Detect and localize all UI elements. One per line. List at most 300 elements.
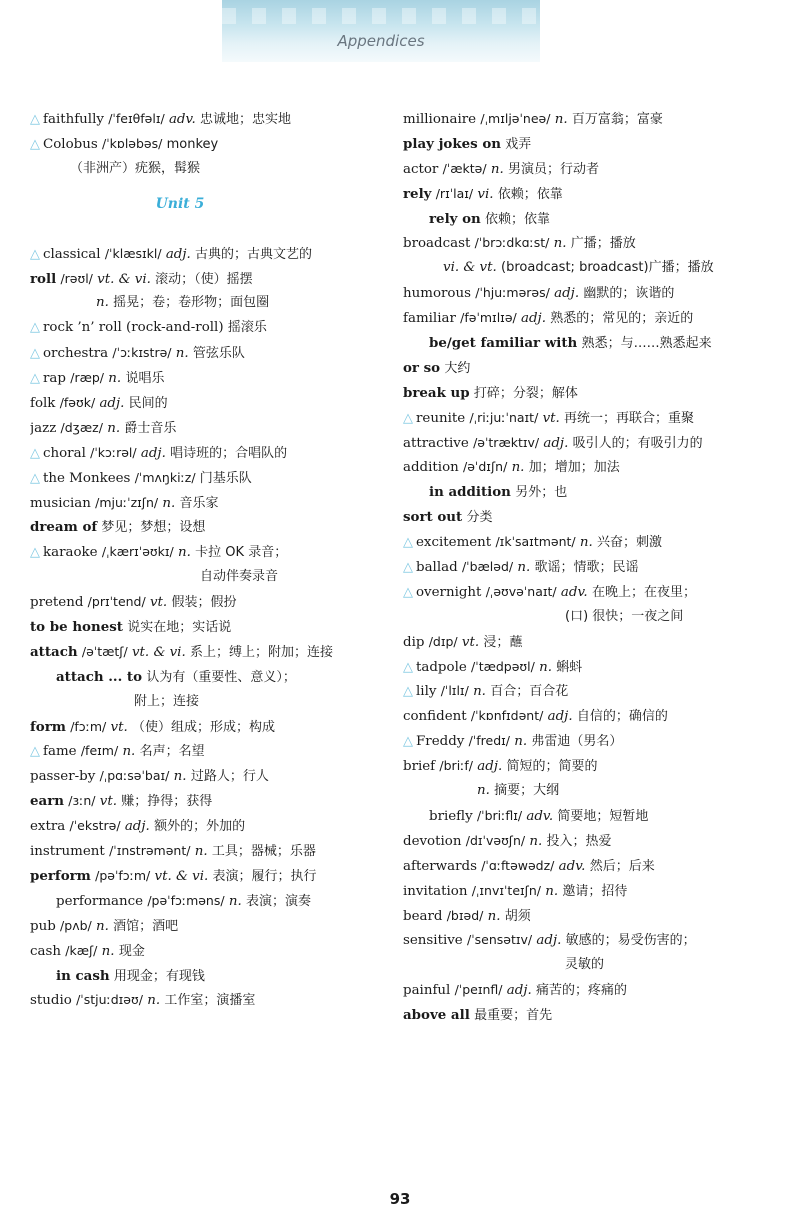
entry-definition: 表演；演奏 [246, 893, 312, 909]
entry-part-of-speech: adj. [536, 933, 562, 949]
entry-definition: 民间的 [128, 396, 168, 412]
triangle-marker-icon: △ [30, 136, 40, 152]
entry-part-of-speech: n. [490, 161, 504, 177]
entry-part-of-speech: adj. [554, 286, 580, 302]
vocab-entry [30, 157, 380, 182]
vocab-entry [30, 466, 380, 491]
entry-part-of-speech: n. [517, 560, 531, 576]
entry-definition: 在晚上；在夜里； [591, 584, 696, 600]
entry-definition: 熟悉的；常见的；亲近的 [550, 311, 694, 327]
entry-headword: above all [403, 1007, 470, 1024]
vocab-entry [403, 555, 788, 580]
entry-part-of-speech: adj. [547, 709, 573, 725]
entry-phonetic: /əˈdɪʃn/ [463, 459, 508, 475]
entry-headword: dream of [30, 519, 98, 536]
entry-headword: form [30, 718, 66, 735]
triangle-marker-icon: △ [30, 346, 40, 362]
entry-part-of-speech: n. [487, 908, 501, 924]
vocab-entry [403, 132, 788, 157]
vocab-entry [30, 515, 380, 540]
entry-part-of-speech: vt. [542, 410, 560, 426]
vocab-entry [403, 281, 788, 306]
entry-part-of-speech: vt. [149, 595, 168, 611]
entry-part-of-speech: n. [178, 545, 191, 561]
entry-definition: 爵士音乐 [124, 420, 177, 436]
entry-definition: 百万富翁；富豪 [571, 112, 663, 127]
entry-phonetic: /ˈlɪlɪ/ [440, 683, 469, 699]
entry-part-of-speech: vt. [461, 634, 480, 650]
vocab-entry [403, 480, 788, 505]
vocab-entry [403, 207, 788, 232]
entry-definition: 名声；名望 [139, 744, 205, 760]
entry-definition: 赚；挣得；获得 [121, 794, 213, 810]
entry-phonetic: /pʌb/ [60, 917, 92, 933]
entry-definition: 自动伴奏录音 [200, 569, 279, 585]
triangle-marker-icon: △ [403, 535, 413, 551]
vocab-entry [403, 729, 788, 754]
entry-headword: sensitive [403, 933, 463, 949]
vocab-entry [30, 864, 380, 889]
entry-definition: 门基乐队 [199, 470, 252, 486]
entry-definition: 吸引人的；有吸引力的 [572, 435, 703, 451]
entry-phonetic: /dʒæz/ [60, 419, 103, 435]
entry-phonetic: /briːf/ [439, 758, 473, 774]
entry-headword: choral [43, 445, 86, 461]
entry-definition: 音乐家 [179, 495, 219, 511]
vocab-entry [30, 764, 380, 789]
vocab-entry [30, 366, 380, 391]
vocab-entry [403, 605, 788, 630]
entry-phonetic: /əˈtræktɪv/ [473, 434, 540, 450]
entry-phonetic: /ˈfredɪ/ [468, 733, 510, 749]
entry-part-of-speech: adj. [165, 246, 191, 262]
entry-phonetic: /ˈstjuːdɪəʊ/ [76, 992, 143, 1008]
entry-phonetic: /ˈkɔːrəl/ [90, 444, 137, 460]
entry-headword: play jokes on [403, 135, 502, 152]
vocab-entry [403, 630, 788, 655]
entry-part-of-speech: n. [108, 371, 122, 387]
entry-headword: confident [403, 709, 467, 725]
entry-headword: sort out [403, 509, 463, 526]
vocab-entry [30, 640, 380, 665]
entry-part-of-speech: adv. [558, 858, 586, 874]
entry-part-of-speech: n. [96, 295, 109, 311]
entry-definition: 依赖；依靠 [485, 211, 551, 227]
entry-part-of-speech: vt. [99, 794, 117, 810]
entry-headword: painful [403, 983, 451, 999]
entry-phonetic: /fəʊk/ [59, 395, 96, 411]
entry-part-of-speech: vt. & vi. [131, 644, 186, 660]
entry-headword: break up [403, 384, 470, 401]
vocab-entry [403, 655, 788, 680]
vocab-entry [403, 356, 788, 381]
unit-heading: Unit 5 [155, 195, 205, 212]
entry-headword: classical [43, 246, 101, 262]
entry-definition: 广播；播放 [570, 236, 636, 252]
entry-definition: 简短的；简要的 [506, 759, 598, 775]
entry-phonetic: /əˈtætʃ/ [81, 643, 128, 659]
entry-part-of-speech: adj. [140, 445, 166, 461]
entry-definition: 胡须 [504, 908, 531, 924]
entry-headword: pretend [30, 595, 84, 611]
entry-phonetic: /ˈekstrə/ [69, 818, 121, 834]
entry-headword: faithfully [43, 112, 104, 127]
entry-part-of-speech: n. [529, 833, 543, 849]
entry-part-of-speech: n. [162, 495, 176, 511]
entry-phonetic: /dɪp/ [428, 633, 458, 649]
entry-part-of-speech: adj. [506, 983, 532, 999]
vocab-entry [30, 715, 380, 740]
entry-part-of-speech: n. [175, 346, 189, 362]
vocab-entry [30, 789, 380, 814]
entry-headword: fame [43, 744, 77, 760]
entry-definition: 梦见；梦想；设想 [101, 520, 206, 536]
entry-headword: or so [403, 359, 441, 376]
vocab-entry [30, 839, 380, 864]
entry-headword: broadcast [403, 236, 471, 252]
triangle-marker-icon: △ [403, 684, 413, 700]
entry-headword: reunite [416, 410, 466, 426]
vocab-entry [30, 814, 380, 839]
vocab-entry [30, 690, 380, 715]
entry-definition: 摘要；大纲 [494, 783, 560, 799]
entry-definition: 附上；连接 [134, 693, 200, 709]
entry-definition: 蝌蚪 [556, 659, 583, 675]
entry-headword: overnight [416, 584, 482, 600]
entry-part-of-speech: n. [147, 993, 161, 1009]
entry-phonetic: /ræp/ [70, 370, 105, 386]
entry-phonetic: /fəˈmɪlɪə/ [460, 310, 517, 326]
vocab-entry [30, 964, 380, 989]
entry-definition: 兴奋；刺激 [597, 535, 663, 551]
entry-part-of-speech: vt. & vi. [154, 868, 209, 884]
entry-headword: actor [403, 161, 439, 177]
entry-definition: 灵敏的 [565, 957, 605, 973]
triangle-marker-icon: △ [30, 246, 40, 262]
entry-part-of-speech: n. [545, 883, 559, 899]
entry-headword: tadpole [416, 659, 467, 675]
entry-definition: 百合；百合花 [490, 684, 569, 700]
entry-headword: pub [30, 918, 56, 934]
entry-definition: 歌谣；情歌；民谣 [534, 560, 639, 576]
entry-definition: 另外；也 [515, 485, 568, 501]
entry-definition: 唱诗班的；合唱队的 [170, 445, 288, 461]
entry-definition: 过路人；行人 [190, 769, 269, 785]
entry-definition: 浸；蘸 [483, 634, 523, 650]
entry-headword: briefly [429, 808, 473, 824]
vocab-entry [403, 928, 788, 953]
entry-part-of-speech: adj. [543, 435, 569, 451]
entry-part-of-speech: n. [173, 769, 187, 785]
vocab-entry [30, 391, 380, 416]
entry-phonetic: /ˈsensətɪv/ [467, 932, 533, 948]
entry-phonetic: /pəˈfɔːməns/ [147, 892, 225, 908]
entry-headword: be/get familiar with [429, 335, 578, 352]
entry-phonetic: /ˈbrɔːdkɑːst/ [474, 235, 550, 251]
entry-definition: 工具；器械；乐器 [211, 844, 316, 860]
vocab-entry [403, 879, 788, 904]
entry-headword: cash [30, 943, 61, 959]
entry-phonetic: /ˌmɪljəˈneə/ [480, 111, 551, 126]
entry-definition: 加；增加；加法 [528, 460, 620, 476]
entry-headword: the Monkees [43, 470, 131, 486]
entry-definition: 幽默的；诙谐的 [583, 286, 675, 302]
entry-definition: 工作室；演播室 [164, 993, 256, 1009]
entry-part-of-speech: adj. [99, 396, 125, 412]
triangle-marker-icon: △ [30, 445, 40, 461]
entry-headword: perform [30, 867, 91, 884]
entry-phonetic: /ˈtædpəʊl/ [471, 658, 535, 674]
entry-definition: 表演；履行；执行 [212, 868, 317, 884]
entry-phonetic: /ˈkɒnfɪdənt/ [470, 708, 544, 724]
vocab-entry [403, 331, 788, 356]
entry-definition: 系上；缚上；附加；连接 [190, 644, 334, 660]
entry-phonetic: /ˈklæsɪkl/ [104, 245, 162, 261]
vocab-entry [403, 231, 788, 256]
entry-part-of-speech: vt. & vi. [97, 271, 151, 287]
entry-definition: 卡拉 OK 录音； [195, 545, 288, 561]
entry-part-of-speech: adv. [168, 112, 196, 127]
vocab-entry [30, 316, 380, 341]
vocab-entry [30, 291, 380, 316]
entry-headword: karaoke [43, 545, 98, 561]
entry-phonetic: /kæʃ/ [65, 942, 98, 958]
vocab-entry [30, 416, 380, 441]
entry-definition: (口) 很快；一夜之间 [565, 608, 684, 624]
entry-phonetic: /rəʊl/ [60, 270, 93, 286]
vocab-entry [403, 953, 788, 978]
vocab-entry [30, 889, 380, 914]
entry-definition: 弗雷迪（男名） [531, 734, 623, 750]
vocab-entry [403, 182, 788, 207]
entry-headword: attach [30, 643, 78, 660]
vocab-entry [30, 267, 380, 292]
vocab-entry [403, 679, 788, 704]
entry-definition: 用现金；有现钱 [113, 968, 205, 984]
entry-phonetic: /ˌriːjuːˈnaɪt/ [469, 409, 539, 425]
entry-headword: to be honest [30, 619, 123, 636]
entry-part-of-speech: n. [477, 783, 490, 799]
vocab-entry [403, 829, 788, 854]
entry-phonetic: /ˌəʊvəˈnaɪt/ [485, 583, 557, 599]
entry-part-of-speech: adj. [124, 819, 150, 835]
vocab-entry [30, 988, 380, 1013]
entry-definition: 假装；假扮 [171, 595, 237, 611]
vocab-entry [403, 157, 788, 182]
entry-phonetic: /ˈbriːflɪ/ [476, 807, 523, 823]
entry-phonetic: /ɜːn/ [68, 793, 96, 809]
entry-headword: rely [403, 185, 432, 202]
entry-headword: afterwards [403, 858, 477, 874]
entry-phonetic: /ˈmʌŋkiːz/ [134, 469, 196, 485]
vocab-entry [403, 505, 788, 530]
entry-headword: brief [403, 759, 436, 775]
left-column [30, 107, 380, 1013]
entry-headword: studio [30, 993, 72, 1009]
entry-headword: orchestra [43, 346, 109, 362]
entry-part-of-speech: n. [194, 844, 208, 860]
entry-part-of-speech: n. [539, 659, 552, 675]
entry-part-of-speech: vi. [477, 186, 494, 202]
entry-phonetic: /ˈhjuːmərəs/ [475, 285, 550, 301]
triangle-marker-icon: △ [30, 744, 40, 760]
vocab-entry [30, 242, 380, 267]
entry-definition: 分类 [466, 510, 493, 526]
vocab-entry [30, 491, 380, 516]
entry-headword: humorous [403, 286, 471, 302]
entry-phonetic: /ˈpeɪnfl/ [454, 982, 503, 998]
entry-headword: in cash [56, 967, 110, 984]
entry-definition: 投入；热爱 [546, 833, 612, 849]
entry-part-of-speech: n. [511, 460, 525, 476]
entry-headword: rely on [429, 210, 481, 227]
entry-part-of-speech: n. [101, 943, 115, 959]
entry-phonetic: /prɪˈtend/ [87, 594, 146, 610]
vocab-entry [403, 431, 788, 456]
entry-headword: ballad [416, 560, 458, 576]
entry-definition: 再统一；再联合；重聚 [564, 410, 695, 426]
entry-part-of-speech: n. [553, 236, 567, 252]
vocab-entry [30, 590, 380, 615]
entry-definition: 酒馆；酒吧 [113, 918, 179, 934]
entry-headword: folk [30, 396, 56, 412]
entry-phonetic: /ˌkærɪˈəʊkɪ/ [101, 544, 174, 560]
entry-part-of-speech: n. [107, 420, 121, 436]
vocab-entry [30, 914, 380, 939]
vocab-entry [30, 665, 380, 690]
vocab-entry [403, 978, 788, 1003]
entry-headword: beard [403, 908, 443, 924]
vocab-entry [30, 441, 380, 466]
entry-headword: invitation [403, 883, 468, 899]
entry-headword: rap [43, 371, 66, 387]
triangle-marker-icon: △ [30, 112, 40, 127]
entry-headword: excitement [416, 535, 492, 551]
entry-phonetic: /ˌɪnvɪˈteɪʃn/ [471, 882, 541, 898]
page-number: 93 [389, 1190, 411, 1208]
vocab-entry [403, 904, 788, 929]
entry-definition: 忠诚地；忠实地 [200, 112, 292, 127]
entry-part-of-speech: n. [514, 734, 528, 750]
entry-definition: 认为有（重要性、意义）； [146, 669, 296, 685]
entry-definition: 摇滚乐 [227, 320, 267, 336]
vocab-entry [403, 804, 788, 829]
entry-part-of-speech: n. [473, 684, 486, 700]
entry-definition: 自信的；确信的 [576, 709, 668, 725]
entry-definition: 依赖；依靠 [497, 186, 563, 202]
triangle-marker-icon: △ [403, 734, 413, 750]
entry-phonetic: /ɪkˈsaɪtmənt/ [495, 534, 576, 550]
entry-definition: 管弦乐队 [192, 346, 245, 362]
entry-headword: roll [30, 270, 57, 287]
entry-headword: extra [30, 819, 66, 835]
entry-definition: 简要地；短暂地 [557, 808, 649, 824]
entry-definition: 说实在地；实话说 [127, 620, 232, 636]
vocab-entry [403, 530, 788, 555]
vocab-entry [30, 565, 380, 590]
entry-headword: Freddy [416, 734, 465, 750]
entry-phonetic: /rɪˈlaɪ/ [435, 185, 474, 201]
entry-headword: in addition [429, 484, 511, 501]
triangle-marker-icon: △ [403, 410, 413, 426]
entry-phonetic: /pəˈfɔːm/ [95, 867, 151, 883]
entry-definition: 说唱乐 [125, 371, 165, 387]
vocab-entry [30, 939, 380, 964]
entry-definition: 敏感的；易受伤害的； [565, 933, 696, 949]
entry-phonetic: /ˈfeɪθfəlɪ/ [108, 111, 165, 126]
vocab-entry [403, 580, 788, 605]
entry-headword: dip [403, 634, 425, 650]
entry-definition: 痛苦的；疼痛的 [536, 983, 628, 999]
entry-headword: attach ... to [56, 668, 143, 685]
entry-part-of-speech: n. [96, 918, 109, 934]
vocab-entry [403, 704, 788, 729]
entry-definition: 滚动；（使）摇摆 [155, 271, 253, 287]
entry-headword: millionaire [403, 112, 477, 127]
triangle-marker-icon: △ [30, 545, 40, 561]
entry-definition: （使）组成；形成；构成 [132, 719, 276, 735]
vocab-entry [30, 107, 380, 132]
entry-headword: passer-by [30, 769, 96, 785]
banner-wave-decoration [222, 8, 540, 24]
vocab-entry [30, 132, 380, 157]
entry-phonetic: /ˌpɑːsəˈbaɪ/ [99, 768, 170, 784]
header-banner [222, 0, 540, 62]
entry-definition: 男演员；行动者 [507, 161, 599, 177]
entry-phonetic: /bɪəd/ [446, 907, 484, 923]
entry-headword: jazz [30, 420, 57, 436]
entry-part-of-speech: vt. [110, 719, 128, 735]
entry-part-of-speech: n. [122, 744, 136, 760]
entry-definition: 大约 [444, 360, 471, 376]
triangle-marker-icon: △ [30, 470, 40, 486]
entry-part-of-speech: adj. [521, 311, 546, 327]
entry-definition: 摇晃；卷；卷形物；面包圈 [113, 295, 270, 311]
vocab-entry [403, 1003, 788, 1028]
entry-phonetic: /feɪm/ [80, 743, 119, 759]
vocab-entry [403, 854, 788, 879]
vocab-entry [403, 306, 788, 331]
entry-phonetic: /ˈæktə/ [442, 160, 487, 176]
right-column [403, 107, 788, 1028]
entry-part-of-speech: adv. [560, 584, 588, 600]
entry-part-of-speech: n. [579, 535, 593, 551]
triangle-marker-icon: △ [30, 320, 40, 336]
entry-part-of-speech: adv. [526, 808, 554, 824]
entry-phonetic: /ˈbæləd/ [461, 559, 514, 575]
triangle-marker-icon: △ [403, 584, 413, 600]
entry-headword: instrument [30, 844, 105, 860]
entry-headword: attractive [403, 435, 469, 451]
entry-phonetic: /ˈɑːftəwədz/ [481, 857, 555, 873]
vocab-entry [30, 540, 380, 565]
entry-headword: rock ’n’ roll (rock-and-roll) [43, 320, 224, 336]
triangle-marker-icon: △ [403, 659, 413, 675]
entry-phonetic: /ˈɔːkɪstrə/ [112, 345, 172, 361]
entry-phonetic: /ˈkɒləbəs/ [102, 135, 163, 151]
vocab-entry [403, 406, 788, 431]
entry-definition: （非洲产）疣猴，髯猴 [70, 160, 201, 176]
vocab-entry [30, 739, 380, 764]
entry-headword: performance [56, 893, 144, 909]
vocab-entry [403, 256, 788, 281]
entry-definition: 熟悉；与……熟悉起来 [581, 336, 712, 352]
entry-part-of-speech: n. [228, 893, 242, 909]
entry-headword: devotion [403, 833, 462, 849]
entry-part-of-speech: vi. & vt. [443, 260, 497, 276]
entry-definition: 古典的；古典文艺的 [195, 246, 313, 262]
entry-part-of-speech: adj. [477, 759, 503, 775]
